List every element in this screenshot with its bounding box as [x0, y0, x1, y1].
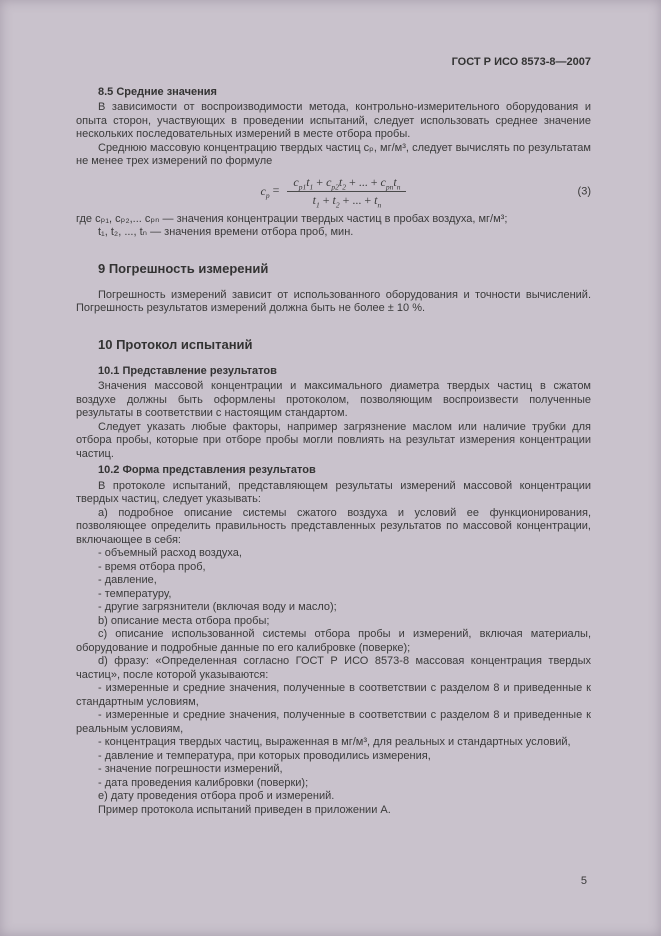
list-item: а) подробное описание системы сжатого воздуха и условий ее функционирования, позволяющее определить правильность представленных результатов по массовой концентрации, включающее в себя:	[76, 506, 591, 546]
list-item: d) фразу: «Определенная согласно ГОСТ Р ИСО 8573-8 массовая концентрация твердых частиц», после которой указываются:	[76, 655, 591, 681]
paragraph-10-1-1: Значения массовой концентрации и максимального диаметра твердых частиц в сжатом воздухе должны быть оформлены протоколом, позволяющим воспроизвести полученные результаты в соответствии с настоящим стандартом.	[76, 380, 591, 419]
list-item: - другие загрязнители (включая воду и масло);	[98, 601, 337, 613]
page-number: 5	[580, 874, 587, 887]
formula-3	[76, 176, 591, 208]
formula-lhs: c	[260, 183, 266, 198]
heading-9: 9 Погрешность измерений	[98, 260, 269, 276]
document-content	[76, 86, 591, 818]
list-item: - давление и температура, при которых проводились измерения,	[98, 749, 431, 762]
formula-denominator: $t_1 + t_2$ + ... + $t_n$	[312, 193, 382, 210]
heading-8-5: 8.5 Средние значения	[98, 85, 217, 98]
list-item: - время отбора проб,	[98, 560, 206, 573]
formula-fraction	[287, 176, 406, 208]
heading-10-2: 10.2 Форма представления результатов	[98, 464, 316, 476]
formula-number: (3)	[577, 184, 591, 197]
standard-designation: ГОСТ Р ИСО 8573-8—2007	[451, 56, 591, 68]
list-item: - объемный расход воздуха,	[98, 547, 242, 559]
heading-10-1: 10.1 Представление результатов	[98, 364, 277, 377]
heading-10: 10 Протокол испытаний	[98, 336, 253, 352]
formula-where-line-2: t₁, t₂, ..., tₙ — значения времени отбора проб, мин.	[98, 226, 354, 238]
list-item: - концентрация твердых частиц, выраженная в мг/м³, для реальных и стандартных условий,	[98, 736, 571, 748]
list-item: - измеренные и средние значения, полученные в соответствии с разделом 8 и приведенные к реальным условиям,	[76, 709, 591, 735]
document-header	[76, 56, 591, 70]
formula-numerator: $c_{p1}t_1 + c_{p2}t_2$ + ... + $c_{pn}t_n$	[287, 176, 406, 193]
paragraph-8-5-1: В зависимости от воспроизводимости метода, контрольно-измерительного оборудования и опыта сторон, участвующих в проведении испытаний, следует использовать среднее значение нескольких последовательных измерений в месте отбора пробы.	[76, 101, 591, 140]
list-item: - температуру,	[98, 587, 172, 600]
closing-paragraph: Пример протокола испытаний приведен в приложении А.	[98, 803, 391, 816]
list-item: c) описание использованной системы отбора пробы и измерений, включая материалы, оборудование и подробные данные по его калибровке (поверке);	[76, 628, 591, 654]
paragraph-10-2-intro: В протоколе испытаний, представляющем результаты измерений массовой концентрации твердых частиц, следует указывать:	[76, 479, 591, 505]
list-item: - значение погрешности измерений,	[98, 763, 283, 775]
paragraph-10-1-2: Следует указать любые факторы, например загрязнение маслом или наличие трубки для отбора пробы, которые при отборе пробы могли повлиять на результат измерения концентрации частиц.	[76, 420, 591, 460]
paragraph-8-5-2: Среднюю массовую концентрацию твердых частиц cₚ, мг/м³, следует вычислять по результатам не менее трех измерений по формуле	[76, 141, 591, 167]
list-item: е) дату проведения отбора проб и измерений.	[98, 790, 335, 802]
list-item: - дата проведения калибровки (поверки);	[98, 776, 309, 789]
list-item: b) описание места отбора пробы;	[98, 614, 270, 627]
paragraph-9-1: Погрешность измерений зависит от использованного оборудования и точности вычислений. Погрешность результатов измерений должна быть не более ± 10 %.	[76, 288, 591, 314]
list-item: - давление,	[98, 574, 157, 586]
list-item: - измеренные и средние значения, полученные в соответствии с разделом 8 и приведенные к стандартным условиям,	[76, 682, 591, 708]
formula-where-line-1: где cₚ₁, cₚ₂,... cₚₙ — значения концентрации твердых частиц в пробах воздуха, мг/м³;	[76, 212, 508, 225]
formula-expression: $c_p$ = $\frac{c_{p1}t_1 + c_{p2}t_2 + ... + c_{pn}t_n}{t_1 + t_2 + ... + t_n}$	[261, 176, 407, 208]
